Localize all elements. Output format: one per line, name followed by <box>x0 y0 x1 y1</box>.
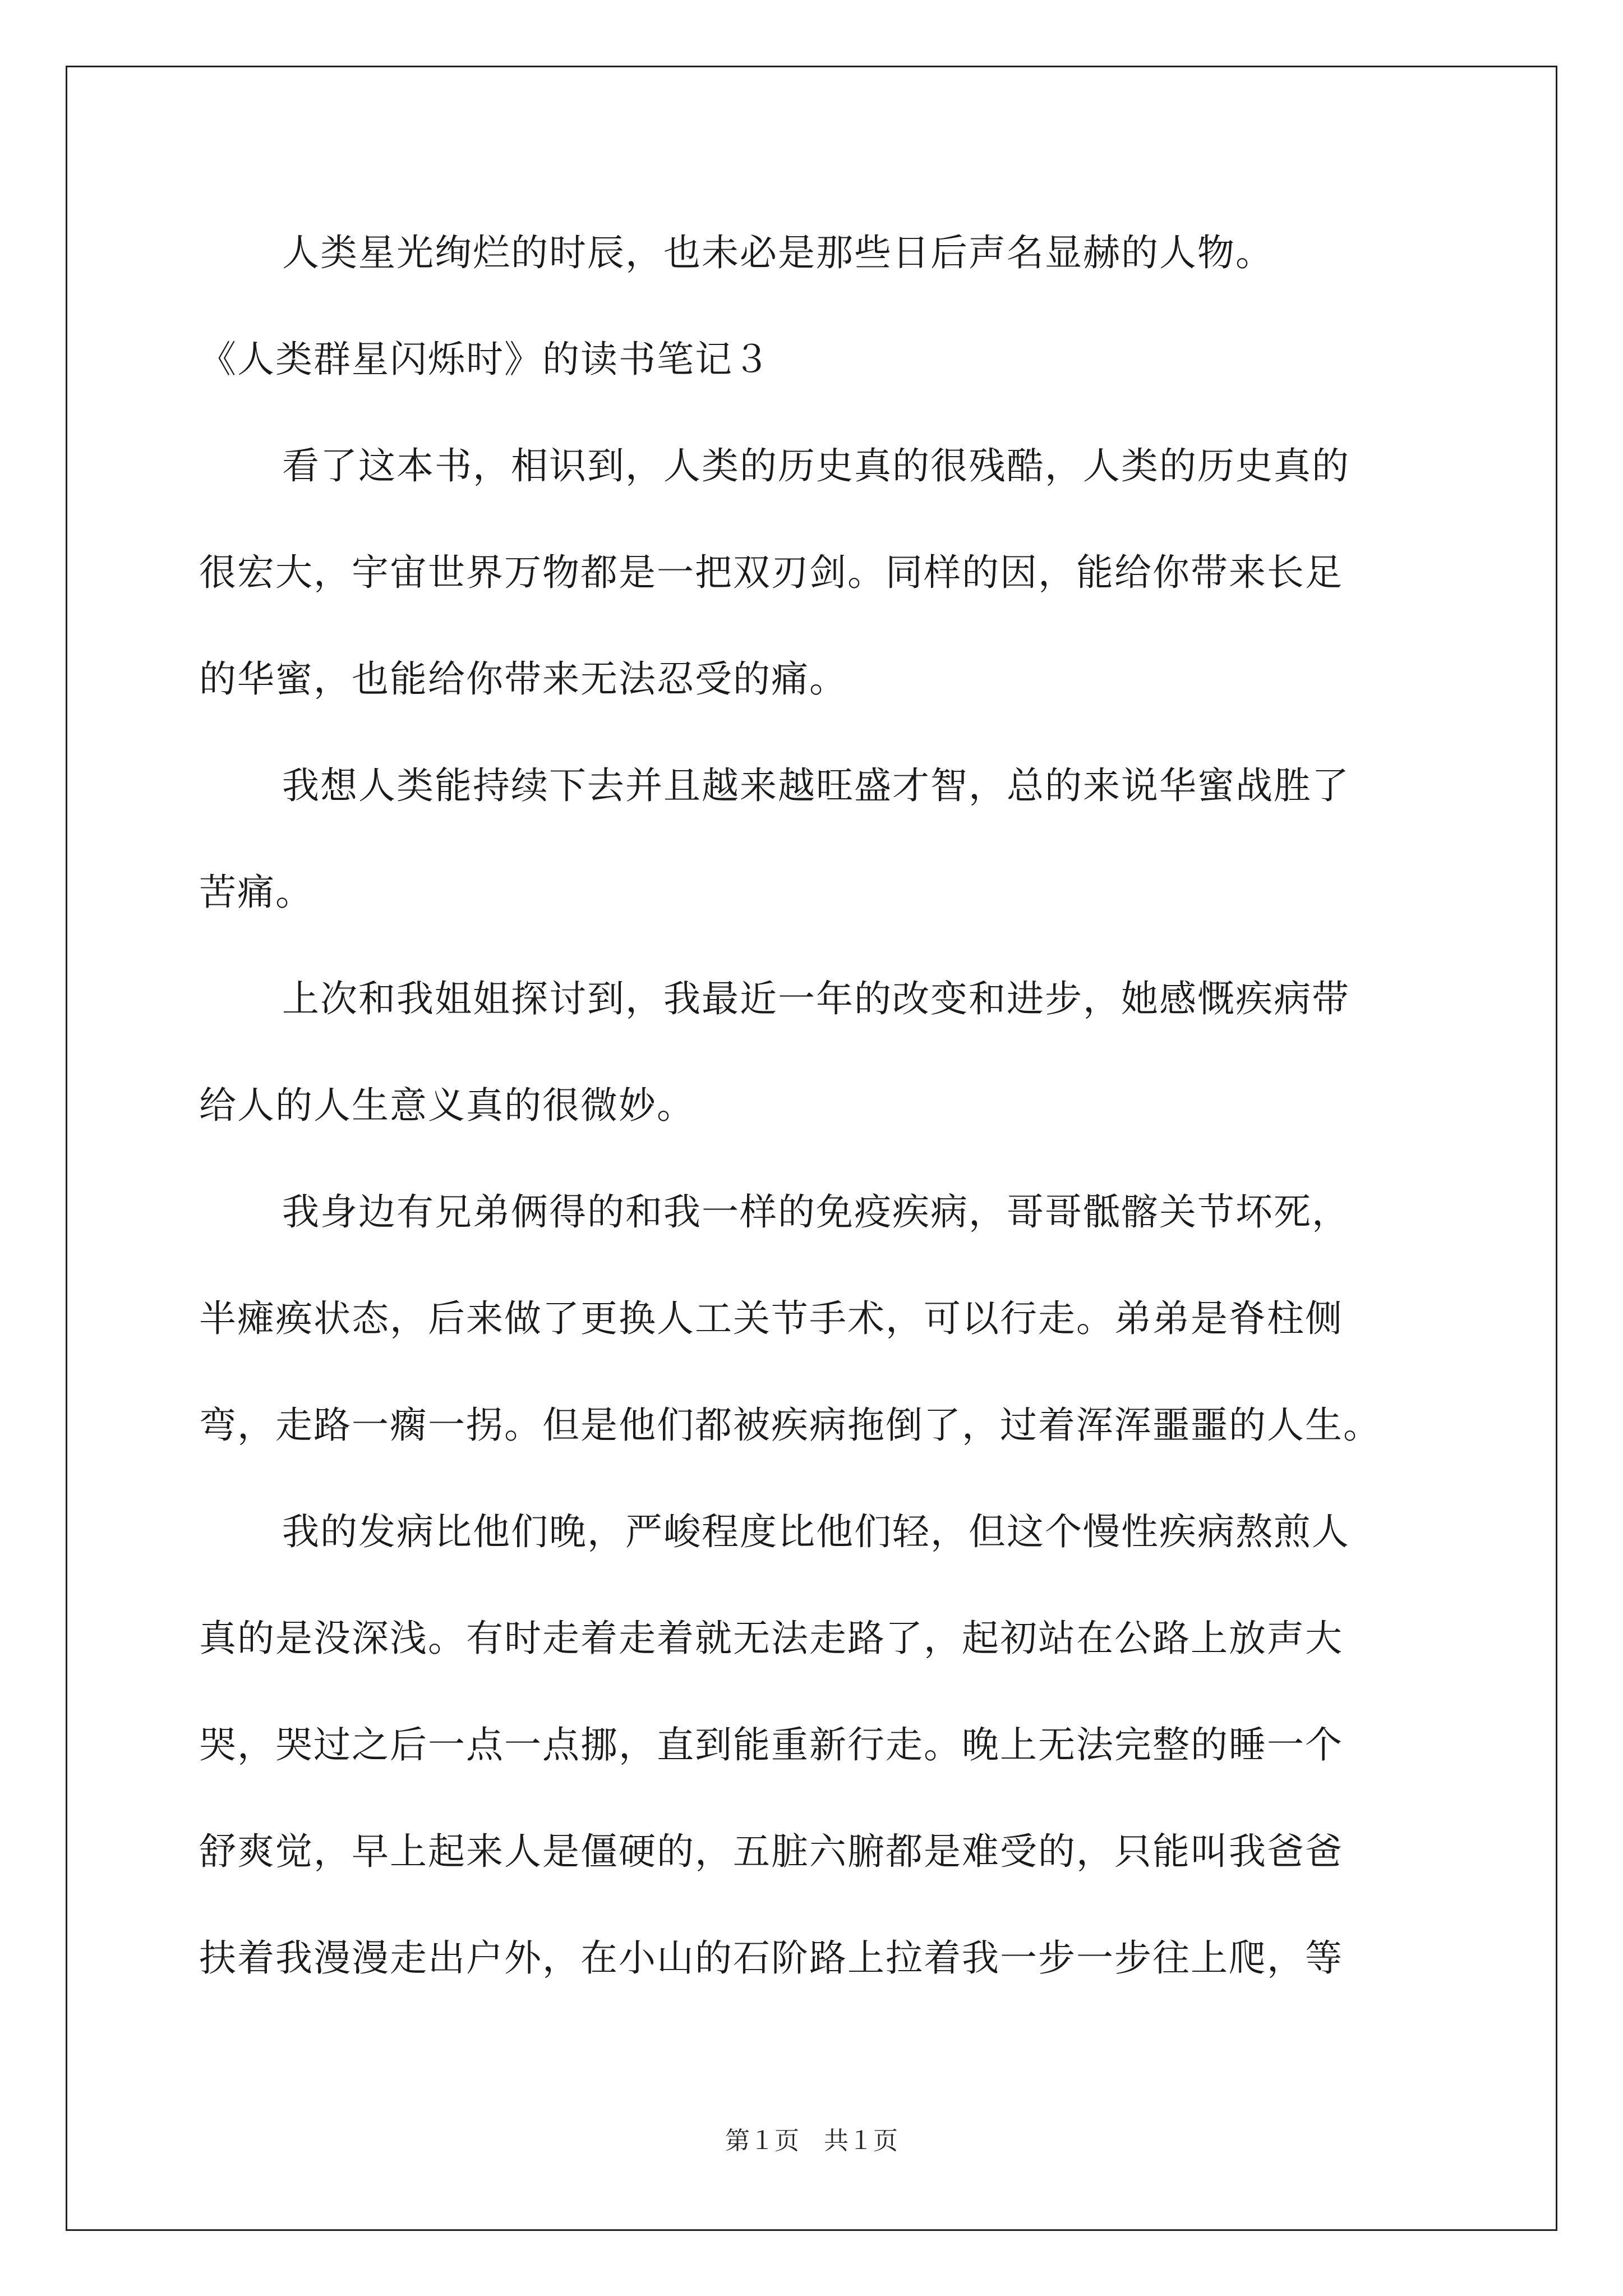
paragraph-line: 苦痛。 <box>199 871 313 914</box>
paragraph-line: 人类星光绚烂的时辰，也未必是那些日后声名显赫的人物。 <box>282 231 1274 274</box>
page-footer <box>0 2120 1623 2156</box>
paragraph-line: 给人的人生意义真的很微妙。 <box>199 1084 695 1127</box>
paragraph-line: 我身边有兄弟俩得的和我一样的免疫疾病，哥哥骶髂关节坏死， <box>282 1190 1350 1234</box>
paragraph-line: 扶着我漫漫走出户外，在小山的石阶路上拉着我一步一步往上爬，等 <box>199 1936 1343 1980</box>
paragraph-line: 我的发病比他们晚，严峻程度比他们轻，但这个慢性疾病熬煎人 <box>282 1510 1350 1553</box>
paragraph-line: 很宏大，宇宙世界万物都是一把双刃剑。同样的因，能给你带来长足 <box>199 551 1343 594</box>
paragraph-line: 真的是没深浅。有时走着走着就无法走路了，起初站在公路上放声大 <box>199 1617 1343 1660</box>
paragraph-line: 弯，走路一瘸一拐。但是他们都被疾病拖倒了，过着浑浑噩噩的人生。 <box>199 1404 1381 1447</box>
paragraph-line: 上次和我姐姐探讨到，我最近一年的改变和进步，她感慨疾病带 <box>282 977 1350 1020</box>
paragraph-line: 半瘫痪状态，后来做了更换人工关节手术，可以行走。弟弟是脊柱侧 <box>199 1297 1343 1340</box>
section-heading: 《人类群星闪烁时》的读书笔记３ <box>199 338 771 381</box>
page-border <box>66 66 1557 2231</box>
paragraph-line: 舒爽觉，早上起来人是僵硬的，五脏六腑都是难受的，只能叫我爸爸 <box>199 1830 1343 1873</box>
paragraph-line: 的华蜜，也能给你带来无法忍受的痛。 <box>199 657 847 701</box>
page-total: 共１页 <box>824 2127 898 2155</box>
paragraph-line: 看了这本书，相识到，人类的历史真的很残酷，人类的历史真的 <box>282 444 1350 487</box>
page-number: 第１页 <box>725 2127 799 2155</box>
paragraph-line: 我想人类能持续下去并且越来越旺盛才智，总的来说华蜜战胜了 <box>282 764 1350 807</box>
paragraph-line: 哭，哭过之后一点一点挪，直到能重新行走。晚上无法完整的睡一个 <box>199 1723 1343 1766</box>
